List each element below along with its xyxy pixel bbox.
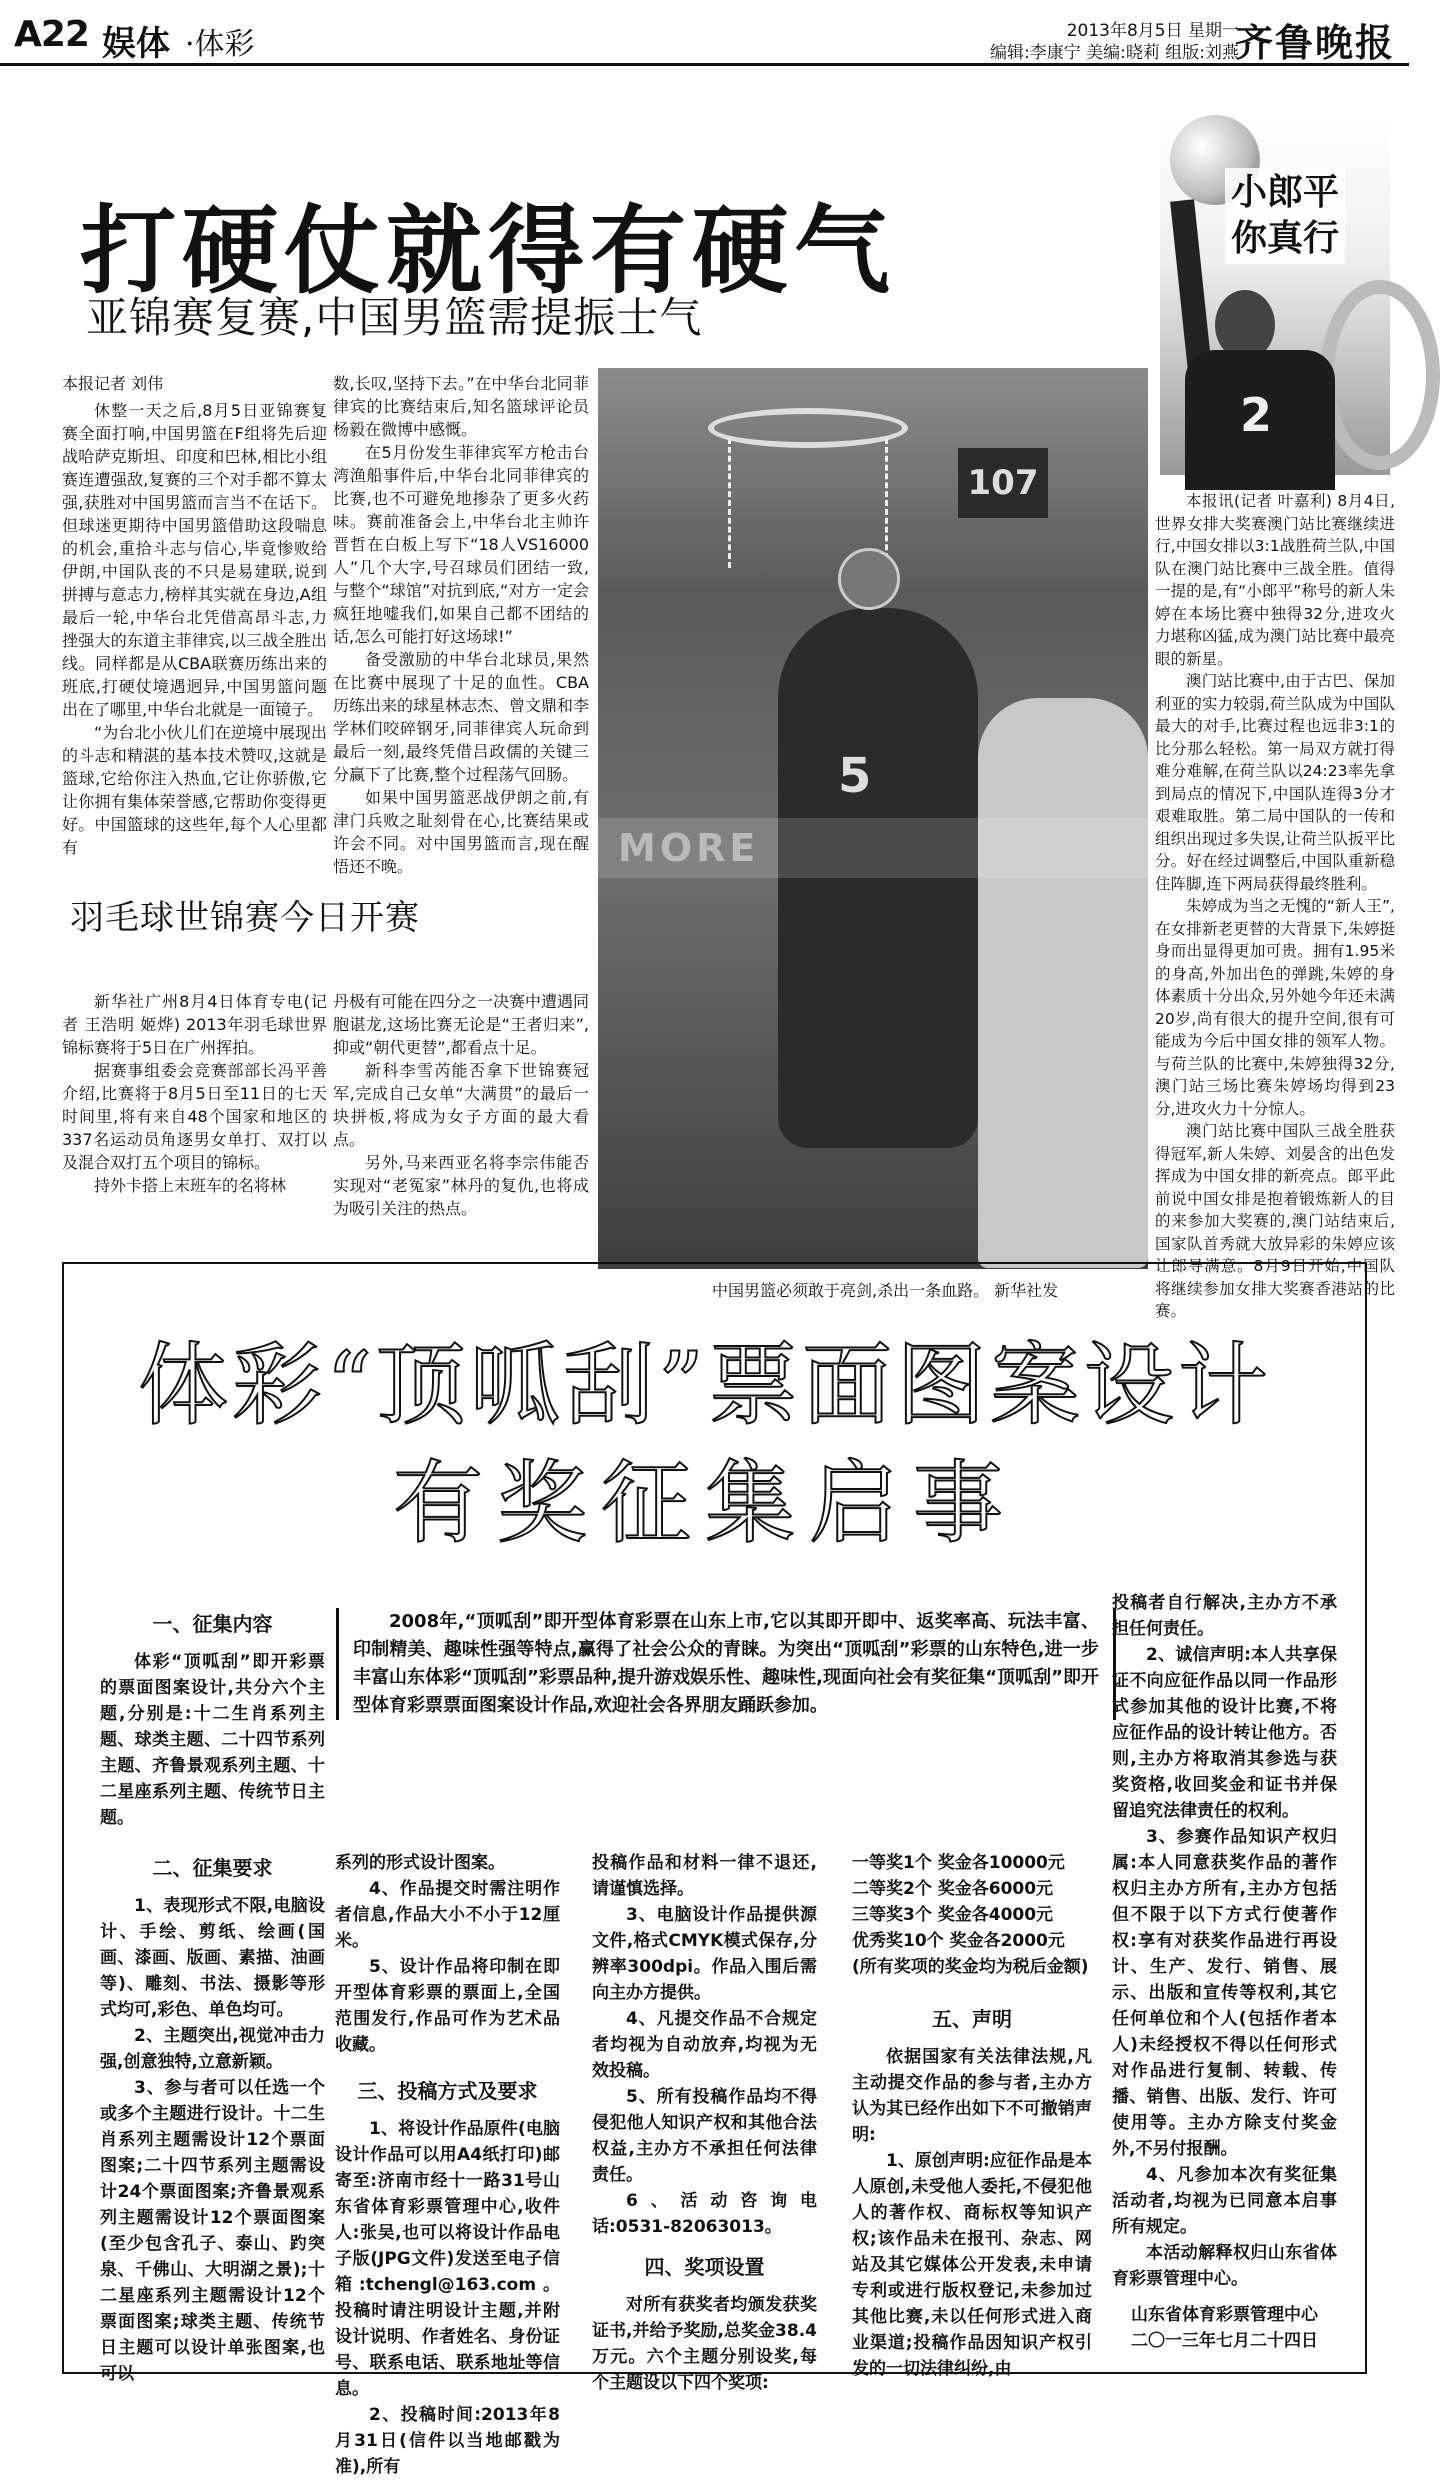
basketball-column-1	[62, 372, 327, 859]
paragraph: 4、作品提交时需注明作者信息,作品大小不小于12厘米。	[335, 1879, 560, 1951]
prize-row: 一等奖1个 奖金各10000元	[852, 1853, 1065, 1873]
paragraph: 投稿者自行解决,主办方不承担任何责任。	[1112, 1593, 1337, 1639]
paragraph: 体彩“顶呱刮”即开彩票的票面图案设计,共分六个主题,分别是:十二生肖系列主题、球类主题、二十四节系列主题、齐鲁景观系列主题、十二星座系列主题、传统节日主题。	[100, 1652, 325, 1828]
defender-figure	[978, 698, 1148, 1268]
main-subhead: 亚锦赛复赛,中国男篮需提振士气	[86, 293, 703, 342]
paragraph: 1、表现形式不限,电脑设计、手绘、剪纸、绘画(国画、漆画、版画、素描、油画等)、雕刻、书法、摄影等形式均可,彩色、单色均可。	[100, 1896, 325, 2020]
paragraph: 新华社广州8月4日体育专电(记者 王浩明 姬烨) 2013年羽毛球世界锦标赛将于5日在广州挥拍。	[62, 992, 327, 1057]
paragraph: 朱婷成为当之无愧的“新人王”,在女排新老更替的大背景下,朱婷挺身而出显得更加可贵。拥有1.95米的身高,外加出色的弹跳,朱婷的身体素质十分出众,另外她今年还未满20岁,尚有很大的提升空间,很有可能成为今后中国女排的领军人物。与荷兰队的比赛中,朱婷独得32分,澳门站三场比赛朱婷场均得到23分,进攻火力十分惊人。	[1155, 897, 1395, 1118]
paragraph: 4、凡参加本次有奖征集活动者,均视为已同意本启事所有规定。	[1112, 2165, 1337, 2237]
prize-row: 优秀奖10个 奖金各2000元	[852, 1931, 1065, 1951]
signature-date: 二〇一三年七月二十四日	[1131, 2331, 1318, 2351]
paragraph: 6、活动咨询电话:0531-82063013。	[592, 2191, 817, 2237]
ad-subtitle: 有奖征集启事	[393, 1451, 1017, 1556]
paragraph: “为台北小伙儿们在逆境中展现出的斗志和精湛的基本技术赞叹,这就是篮球,它给你注入热血,它让你骄傲,它让你拥有集体荣誉感,它帮助你变得更好。中国篮球的这些年,每个人心里都有	[62, 723, 327, 857]
masthead-logo: 齐鲁晚报	[1234, 20, 1395, 65]
paragraph: 对所有获奖者均颁发获奖证书,并给予奖励,总奖金38.4万元。六个主题分别设奖,每个主题设以下四个奖项:	[592, 2295, 817, 2393]
ad-column-5	[1112, 1590, 1337, 2354]
prize-row: 三等奖3个 奖金各4000元	[852, 1905, 1054, 1925]
paragraph: 本报讯(记者 叶嘉利) 8月4日,世界女排大奖赛澳门站比赛继续进行,中国女排以3:1战胜荷兰队,中国队在澳门站比赛中三战全胜。值得一提的是,有“小郎平”称号的新人朱婷在本场比赛中独得32分,进攻火力堪称凶猛,成为澳门站比赛中最亮眼的新星。	[1155, 492, 1395, 668]
paragraph: 据赛事组委会竞赛部部长冯平善介绍,比赛将于8月5日至11日的七天时间里,将有来自48个国家和地区的337名运动员角逐男女单打、双打以及混合双打五个项目的锦标。	[62, 1061, 327, 1172]
badminton-column-2	[333, 990, 589, 1220]
paragraph: 4、凡提交作品不合规定者均视为自动放弃,均视为无效投稿。	[592, 2009, 817, 2081]
section-heading: 一、征集内容	[152, 1612, 273, 1636]
ad-column-3	[592, 1850, 817, 2396]
paragraph: 如果中国男篮恶战伊朗之前,有津门兵败之耻刻骨在心,比赛结果或许会不同。对中国男篮而言,现在醒悟还不晚。	[333, 788, 589, 876]
signature-org: 山东省体育彩票管理中心	[1131, 2305, 1318, 2325]
basketball-icon	[838, 548, 900, 610]
section-heading: 四、奖项设置	[644, 2255, 765, 2279]
ad-intro: 2008年,“顶呱刮”即开型体育彩票在山东上市,它以其即开即中、返奖率高、玩法丰富、印制精美、趣味性强等特点,赢得了社会公众的青睐。为突出“顶呱刮”彩票的山东特色,进一步丰富山东体彩“顶呱刮”彩票品种,提升游戏娱乐性、趣味性,现面向社会有奖征集“顶呱刮”即开型体育彩票票面图案设计作品,欢迎社会各界朋友踊跃参加。	[336, 1608, 1116, 1720]
ad-column-4	[852, 1850, 1092, 2382]
player-figure	[778, 608, 978, 1148]
jersey-number: 2	[1240, 388, 1273, 442]
headline-line: 你真行	[1231, 218, 1340, 259]
paragraph: 新科李雪芮能否拿下世锦赛冠军,完成自己女单“大满贯”的最后一块拼板,将成为女子方面的最大看点。	[333, 1061, 589, 1149]
volleyball-column	[1155, 490, 1395, 1323]
paragraph: 数,长叹,坚持下去。”在中华台北同菲律宾的比赛结束后,知名篮球评论员杨毅在微博中感慨。	[333, 374, 589, 439]
paragraph: 系列的形式设计图案。	[335, 1853, 505, 1873]
scoreboard-sign: 107	[958, 448, 1048, 518]
paragraph: 5、所有投稿作品均不得侵犯他人知识产权和其他合法权益,主办方不承担任何法律责任。	[592, 2087, 817, 2185]
paragraph: 3、参赛作品知识产权归属:本人同意获奖作品的著作权归主办方所有,主办方包括但不限于以下方式行使著作权:享有对获奖作品进行再设计、生产、发行、销售、展示、出版和宣传等权利,其它任何单位和个人(包括作者本人)未经授权不得以任何形式对作品进行复制、转载、传播、销售、出版、发行、许可使用等。主办方除支付奖金外,不另付报酬。	[1112, 1827, 1337, 2159]
paragraph: 另外,马来西亚名将李宗伟能否实现对“老冤家”林丹的复仇,也将成为吸引关注的热点。	[333, 1153, 589, 1218]
headline-line: 小郎平	[1231, 172, 1340, 213]
main-headline: 打硬仗就得有硬气	[80, 195, 896, 307]
volleyball-headline	[1225, 168, 1345, 264]
badminton-headline: 羽毛球世锦赛今日开赛	[70, 898, 420, 938]
paragraph: 3、参与者可以任选一个或多个主题进行设计。十二生肖系列主题需设计12个票面图案;二十四节系列主题需设计24个票面图案;齐鲁景观系列主题需设计12个票面图案(至少包含孔子、泰山、趵突泉、千佛山、大明湖之景);十二星座系列主题需设计12个票面图案;球类主题、传统节日主题可以设计单张图案,也可以	[100, 2078, 325, 2384]
paragraph: 3、电脑设计作品提供源文件,格式CMYK模式保存,分辨率300dpi。作品入围后需向主办方提供。	[592, 1905, 817, 2003]
paragraph: 持外卡搭上末班车的名将林	[94, 1176, 287, 1195]
paragraph: 2、投稿时间:2013年8月31日(信件以当地邮戳为准),所有	[335, 2405, 560, 2477]
page-header	[0, 0, 1409, 66]
ad-column-1	[100, 1605, 325, 2387]
page-number: A22	[14, 14, 89, 55]
paragraph: 1、将设计作品原件(电脑设计作品可以用A4纸打印)邮寄至:济南市经十一路31号山东省体育彩票管理中心,收件人:张吴,也可以将设计作品电子版(JPG文件)发送至电子信箱:tchengl@163.com。投稿时请注明设计主题,并附设计说明、作者姓名、身份证号、联系电话、联系地址等信息。	[335, 2119, 560, 2399]
paragraph: 2、主题突出,视觉冲击力强,创意独特,立意新颖。	[100, 2026, 325, 2072]
editor-credit: 编辑:李康宁 美编:晓莉 组版:刘燕	[990, 43, 1239, 63]
basketball-column-2	[333, 372, 589, 878]
paragraph: 本活动解释权归山东省体育彩票管理中心。	[1112, 2243, 1337, 2289]
section-heading: 五、声明	[932, 2007, 1012, 2031]
paragraph: 丹极有可能在四分之一决赛中遭遇同胞谌龙,这场比赛无论是“王者归来”,抑或“朝代更替”,都看点十足。	[333, 992, 590, 1057]
paragraph: 澳门站比赛中国队三战全胜获得冠军,新人朱婷、刘晏含的出色发挥成为中国女排的新亮点。郎平此前说中国女排是抱着锻炼新人的目的来参加大奖赛的,澳门站结束后,国家队首秀就大放异彩的朱婷应该让郎导满意。8月9日开始,中国队将继续参加女排大奖赛香港站的比赛。	[1155, 1122, 1395, 1320]
logo-swirl	[1320, 280, 1440, 470]
paragraph: 投稿作品和材料一律不退还,请谨慎选择。	[592, 1853, 817, 1899]
jersey-number: 5	[838, 748, 872, 804]
prize-row: 二等奖2个 奖金各6000元	[852, 1879, 1054, 1899]
paragraph: 1、原创声明:应征作品是本人原创,未受他人委托,不侵犯他人的著作权、商标权等知识产权;该作品未在报刊、杂志、网站及其它媒体公开发表,未申请专利或进行版权登记,未参加过其他比赛,未以任何形式进入商业渠道;投稿作品因知识产权引发的一切法律纠纷,由	[852, 2151, 1092, 2379]
paragraph: 依据国家有关法律法规,凡主动提交作品的参与者,主办方认为其已经作出如下不可撤销声明:	[852, 2047, 1092, 2145]
ad-title: 体彩“顶呱刮”票面图案设计	[137, 1333, 1273, 1438]
prize-note: (所有奖项的奖金均为税后金额)	[852, 1957, 1089, 1977]
subsection-name: ·体彩	[185, 27, 255, 62]
paragraph: 在5月份发生菲律宾军方枪击台湾渔船事件后,中华台北同菲律宾的比赛,也不可避免地掺杂了更多火药味。赛前准备会上,中华台北主帅许晋哲在白板上写下“18人VS16000人”几个大字,号召球员们团结一致,与整个“球馆”对抗到底,“对方一定会疯狂地嘘我们,如果自己都不团结的话,怎么可能打好这场球!”	[333, 443, 589, 646]
paragraph: 备受激励的中华台北球员,果然在比赛中展现了十足的血性。CBA历练出来的球星林志杰、曾文鼎和李学林们咬碎钢牙,同菲律宾人玩命到最后一刻,最终凭借吕政儒的关键三分赢下了比赛,整个过程荡气回肠。	[333, 650, 590, 784]
section-heading: 二、征集要求	[152, 1856, 273, 1880]
paragraph: 休整一天之后,8月5日亚锦赛复赛全面打响,中国男篮在F组将先后迎战哈萨克斯坦、印度和巴林,相比小组赛连遭强敌,复赛的三个对手都不算太强,获胜对中国男篮而言当不在话下。但球迷更期待中国男篮借助这段喘息的机会,重拾斗志与信心,毕竟惨败给伊朗,中国队丧的不只是易建联,说到拼搏与意志力,榜样其实就在身边,A组最后一轮,中华台北凭借高昂斗志,力挫强大的东道主菲律宾,以三战全胜出线。同样都是从CBA联赛历练出来的班底,打硬仗境遇迥异,中国男篮问题出在了哪里,中华台北就是一面镜子。	[62, 401, 327, 719]
ad-column-2	[335, 1850, 560, 2480]
issue-date: 2013年8月5日 星期一	[1066, 21, 1239, 41]
byline: 本报记者 刘伟	[62, 374, 164, 393]
section-name: 娱体	[102, 24, 170, 64]
photo-caption: 中国男篮必须敢于亮剑,杀出一条血路。 新华社发	[712, 1281, 1059, 1300]
paragraph: 5、设计作品将印制在即开型体育彩票的票面上,全国范围发行,作品可作为艺术品收藏。	[335, 1957, 560, 2055]
paragraph: 2、诚信声明:本人共享保证不向应征作品以同一作品形式参加其他的设计比赛,不将应征作品的设计转让他方。否则,主办方将取消其参选与获奖资格,收回奖金和证书并保留追究法律责任的权利。	[1112, 1645, 1337, 1821]
section-heading: 三、投稿方式及要求	[357, 2079, 538, 2103]
basketball-photo	[598, 368, 1148, 1269]
paragraph: 澳门站比赛中,由于古巴、保加利亚的实力较弱,荷兰队成为中国队最大的对手,比赛过程也远非3:1的比分那么轻松。第一局双方就打得难分难解,在荷兰队以24:23率先拿到局点的情况下,中国队连得3分才艰难取胜。第二局中国队的一传和组织出现过多失误,让荷兰队扳平比分。好在经过调整后,中国队重新稳住阵脚,连下两局获得最终胜利。	[1155, 672, 1395, 893]
arena-banner: MORE	[598, 818, 1148, 878]
badminton-column-1	[62, 990, 327, 1197]
